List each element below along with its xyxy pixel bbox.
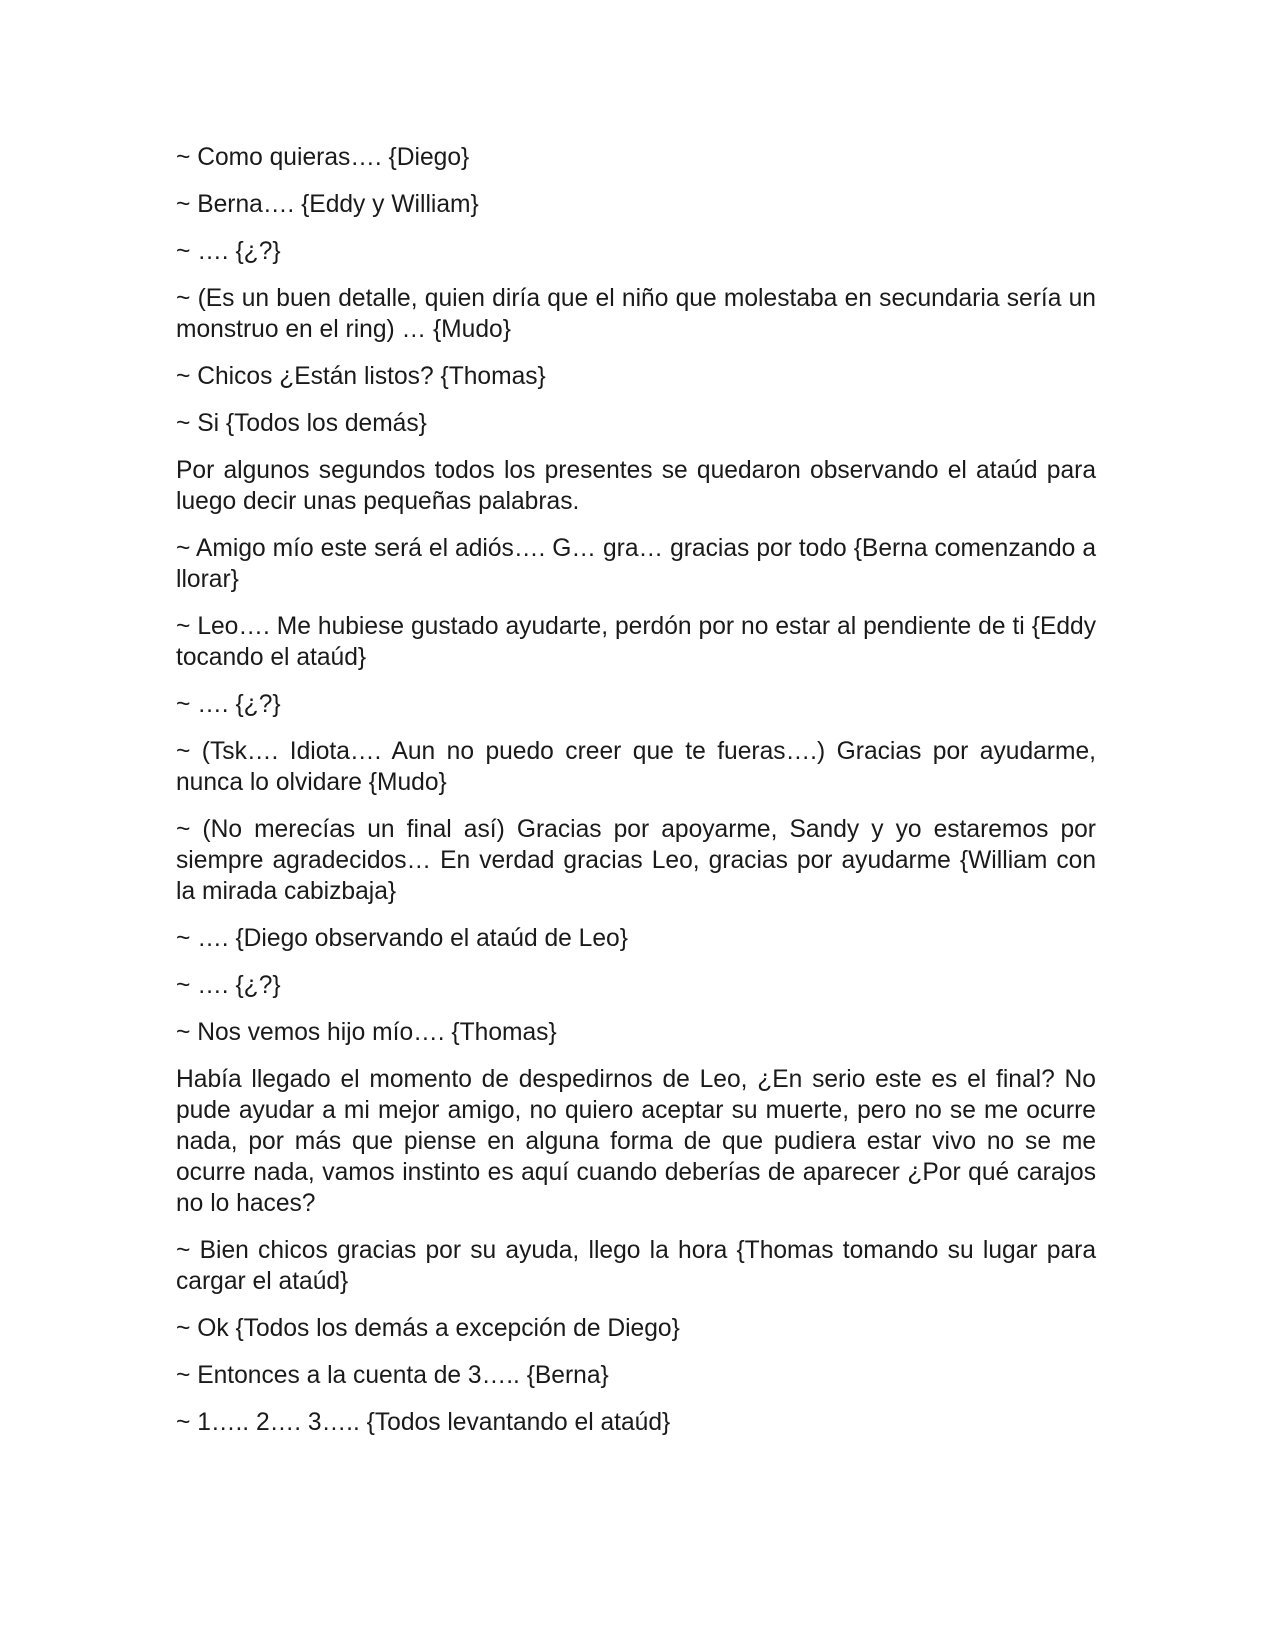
dialogue-line: ~ …. {Diego observando el ataúd de Leo} [176,925,628,952]
dialogue-line: ~ Chicos ¿Están listos? {Thomas} [176,363,546,390]
dialogue-line: ~ Bien chicos gracias por su ayuda, llego la hora {Thomas tomando su lugar para cargar el ataúd} [176,1237,1096,1295]
dialogue-line: ~ Berna…. {Eddy y William} [176,191,479,218]
dialogue-line: ~ …. {¿?} [176,691,281,718]
dialogue-line: ~ 1….. 2…. 3….. {Todos levantando el ataúd} [176,1409,671,1436]
document-body [176,142,1096,1454]
narration-paragraph: Por algunos segundos todos los presentes se quedaron observando el ataúd para luego decir unas pequeñas palabras. [176,457,1096,515]
dialogue-line: ~ …. {¿?} [176,238,281,265]
dialogue-line: ~ Amigo mío este será el adiós…. G… gra… gracias por todo {Berna comenzando a llorar} [176,535,1096,593]
dialogue-line: ~ Ok {Todos los demás a excepción de Diego} [176,1315,680,1342]
dialogue-line: ~ Nos vemos hijo mío…. {Thomas} [176,1019,557,1046]
dialogue-line: ~ (Es un buen detalle, quien diría que el niño que molestaba en secundaria sería un monstruo en el ring) … {Mudo} [176,285,1096,343]
dialogue-line: ~ Entonces a la cuenta de 3….. {Berna} [176,1362,609,1389]
narration-paragraph: Había llegado el momento de despedirnos de Leo, ¿En serio este es el final? No pude ayudar a mi mejor amigo, no quiero aceptar su muerte, pero no se me ocurre nada, por más que piense en alguna forma de que pudiera estar vivo no se me ocurre nada, vamos instinto es aquí cuando deberías de aparecer ¿Por qué carajos no lo haces? [176,1066,1096,1217]
dialogue-line: ~ (No merecías un final así) Gracias por apoyarme, Sandy y yo estaremos por siempre agradecidos… En verdad gracias Leo, gracias por ayudarme {William con la mirada cabizbaja} [176,816,1096,905]
dialogue-line: ~ (Tsk…. Idiota…. Aun no puedo creer que te fueras….) Gracias por ayudarme, nunca lo olvidare {Mudo} [176,738,1096,796]
dialogue-line: ~ Si {Todos los demás} [176,410,427,437]
dialogue-line: ~ …. {¿?} [176,972,281,999]
dialogue-line: ~ Leo…. Me hubiese gustado ayudarte, perdón por no estar al pendiente de ti {Eddy tocando el ataúd} [176,613,1096,671]
dialogue-line: ~ Como quieras…. {Diego} [176,144,470,171]
